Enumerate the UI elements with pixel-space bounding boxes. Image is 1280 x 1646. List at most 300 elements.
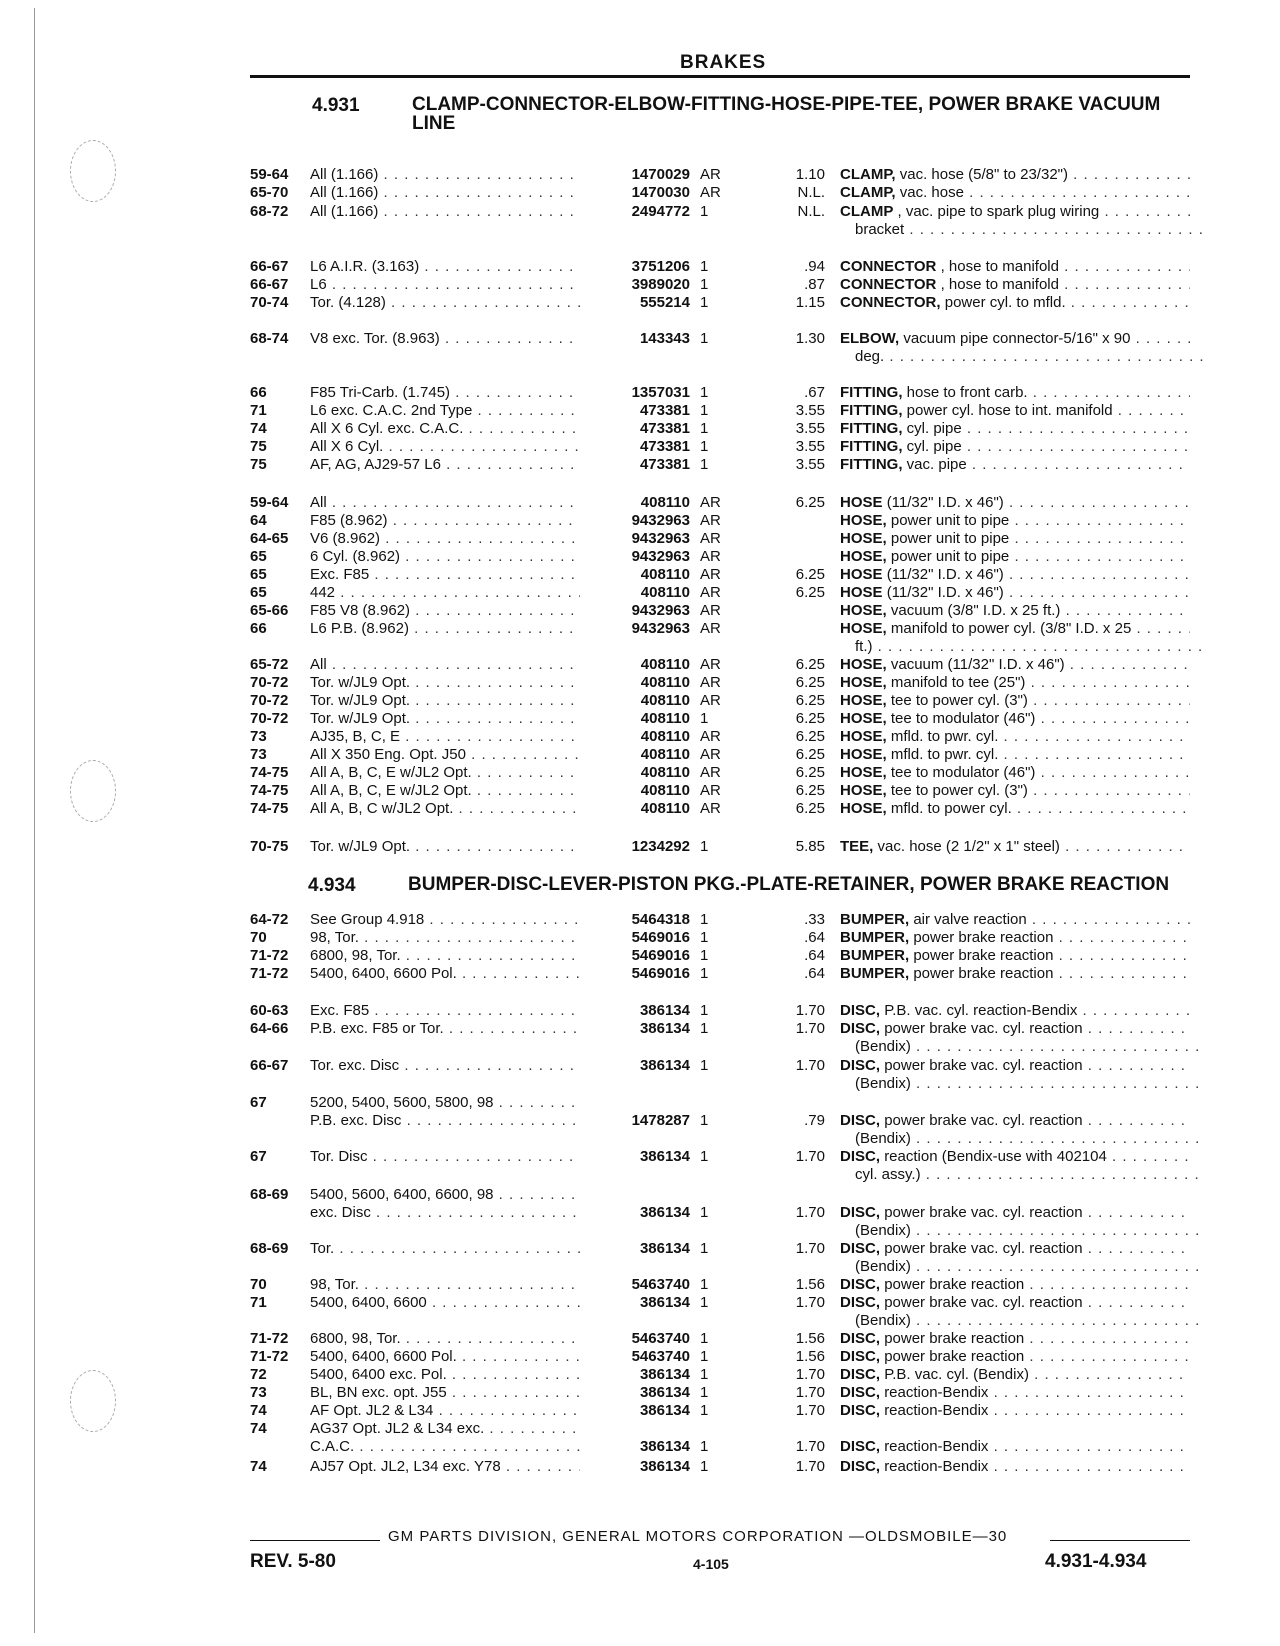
- part-name: HOSE: [840, 494, 883, 511]
- application: Tor. (4.128) . . .: [310, 294, 580, 312]
- part-detail: power brake reaction: [884, 1276, 1025, 1293]
- quantity: AR: [700, 512, 721, 529]
- part-name: DISC,: [840, 1112, 881, 1129]
- part-description: [840, 1057, 1190, 1075]
- part-description: [840, 1366, 1190, 1384]
- price: 1.70: [795, 1204, 825, 1221]
- model-years: 74: [250, 1402, 267, 1419]
- quantity: 1: [700, 1204, 709, 1221]
- application: All A, B, C, E w/JL2 Opt. . . .: [310, 764, 580, 782]
- application: F85 V8 (8.962) . . .: [310, 602, 580, 620]
- footer-publisher: GM PARTS DIVISION, GENERAL MOTORS CORPORATION —OLDSMOBILE—30: [388, 1528, 1008, 1545]
- quantity: 1: [700, 1438, 709, 1455]
- model-years: 65-72: [250, 656, 289, 673]
- part-name: HOSE,: [840, 692, 887, 709]
- part-number: 386134: [639, 1458, 690, 1475]
- group-title: BUMPER-DISC-LEVER-PISTON PKG.-PLATE-RETAINER, POWER BRAKE REACTION: [408, 874, 1170, 895]
- quantity: 1: [700, 276, 709, 293]
- part-detail: (Bendix): [855, 1130, 911, 1147]
- part-description: [840, 1112, 1190, 1130]
- part-detail: power brake vac. cyl. reaction: [884, 1240, 1083, 1257]
- part-number: 386134: [639, 1148, 690, 1165]
- quantity: AR: [700, 494, 721, 511]
- model-years: 65: [250, 584, 267, 601]
- part-name: DISC,: [840, 1348, 881, 1365]
- model-years: 65: [250, 548, 267, 565]
- part-name: FITTING,: [840, 420, 903, 437]
- model-years: 66-67: [250, 276, 289, 293]
- price: 1.70: [795, 1438, 825, 1455]
- quantity: 1: [700, 1148, 709, 1165]
- part-name: TEE,: [840, 838, 874, 855]
- group-number: 4.931: [312, 95, 360, 116]
- quantity: 1: [700, 438, 709, 455]
- price: 1.70: [795, 1294, 825, 1311]
- part-detail: (Bendix): [855, 1312, 911, 1329]
- part-number: 1234292: [631, 838, 690, 855]
- price: 1.70: [795, 1148, 825, 1165]
- footer-rule: [250, 1540, 380, 1541]
- part-detail: deg.: [855, 348, 885, 365]
- price: 1.10: [795, 166, 825, 183]
- part-name: DISC,: [840, 1438, 881, 1455]
- part-number: 408110: [640, 674, 690, 691]
- model-years: 71: [250, 402, 267, 419]
- part-number: 386134: [639, 1057, 690, 1074]
- application: 5400, 6400, 6600 . . .: [310, 1294, 580, 1312]
- model-years: 70: [250, 1276, 267, 1293]
- quantity: 1: [700, 965, 709, 982]
- part-name: DISC,: [840, 1402, 881, 1419]
- part-description: [840, 384, 1190, 402]
- part-name: HOSE,: [840, 530, 887, 547]
- quantity: 1: [700, 1294, 709, 1311]
- application: 5400, 6400, 6600 Pol. . . .: [310, 1348, 580, 1366]
- part-detail: P.B. vac. cyl. (Bendix): [884, 1366, 1029, 1383]
- part-name: HOSE,: [840, 602, 887, 619]
- application: L6 A.I.R. (3.163) . . .: [310, 258, 580, 276]
- part-description: [855, 638, 1205, 656]
- part-detail: power brake reaction: [913, 929, 1054, 946]
- price: 1.70: [795, 1240, 825, 1257]
- quantity: AR: [700, 184, 721, 201]
- part-name: HOSE,: [840, 548, 887, 565]
- application: 5200, 5400, 5600, 5800, 98 . . .: [310, 1094, 580, 1112]
- application: Tor. exc. Disc . . .: [310, 1057, 580, 1075]
- price: 3.55: [795, 402, 825, 419]
- application: Tor. . . .: [310, 1240, 580, 1258]
- part-name: BUMPER,: [840, 911, 910, 928]
- price: .64: [804, 929, 825, 946]
- application: Exc. F85 . . .: [310, 1002, 580, 1020]
- part-detail: power brake vac. cyl. reaction: [884, 1020, 1083, 1037]
- part-number: 9432963: [631, 548, 690, 565]
- part-name: CONNECTOR,: [840, 294, 941, 311]
- application: See Group 4.918 . . .: [310, 911, 580, 929]
- model-years: 64-66: [250, 1020, 289, 1037]
- part-name: FITTING,: [840, 456, 903, 473]
- part-description: [855, 1130, 1205, 1148]
- price: .87: [804, 276, 825, 293]
- quantity: AR: [700, 602, 721, 619]
- part-description: [840, 674, 1190, 692]
- part-number: 408110: [640, 656, 690, 673]
- model-years: 73: [250, 1384, 267, 1401]
- part-detail: (Bendix): [855, 1222, 911, 1239]
- part-description: [855, 1222, 1205, 1240]
- part-number: 1478287: [631, 1112, 690, 1129]
- part-description: [840, 494, 1190, 512]
- model-years: 66-67: [250, 1057, 289, 1074]
- part-number: 386134: [639, 1384, 690, 1401]
- part-description: [840, 1348, 1190, 1366]
- model-years: 66-67: [250, 258, 289, 275]
- model-years: 70-72: [250, 692, 289, 709]
- part-detail: tee to power cyl. (3"): [890, 692, 1028, 709]
- part-number: 1357031: [631, 384, 690, 401]
- model-years: 71-72: [250, 947, 289, 964]
- part-description: [840, 1002, 1190, 1020]
- part-description: [840, 764, 1190, 782]
- model-years: 67: [250, 1094, 267, 1111]
- model-years: 60-63: [250, 1002, 289, 1019]
- model-years: 71: [250, 1294, 267, 1311]
- part-detail: vac. hose: [899, 184, 964, 201]
- part-number: 5469016: [631, 929, 690, 946]
- part-description: [840, 1458, 1190, 1476]
- part-detail: , hose to manifold: [940, 258, 1059, 275]
- part-detail: vacuum (11/32" I.D. x 46"): [890, 656, 1065, 673]
- part-description: [840, 1148, 1190, 1166]
- part-name: CLAMP: [840, 203, 894, 220]
- part-description: [840, 620, 1190, 638]
- part-description: [840, 512, 1190, 530]
- left-margin-rule: [34, 8, 35, 1633]
- part-description: [840, 1276, 1190, 1294]
- application: All (1.166) . . .: [310, 184, 580, 202]
- application: P.B. exc. Disc . . .: [310, 1112, 580, 1130]
- quantity: 1: [700, 1020, 709, 1037]
- part-description: [840, 294, 1190, 312]
- price: 6.25: [795, 728, 825, 745]
- part-description: [840, 166, 1190, 184]
- price: 1.56: [795, 1348, 825, 1365]
- model-years: 70-75: [250, 838, 289, 855]
- part-detail: tee to modulator (46"): [890, 764, 1036, 781]
- part-detail: power cyl. to mfld.: [944, 294, 1066, 311]
- part-name: DISC,: [840, 1002, 881, 1019]
- price: .64: [804, 965, 825, 982]
- price: 1.70: [795, 1366, 825, 1383]
- part-detail: (11/32" I.D. x 46"): [886, 566, 1004, 583]
- part-name: DISC,: [840, 1294, 881, 1311]
- quantity: AR: [700, 764, 721, 781]
- application: P.B. exc. F85 or Tor. . . .: [310, 1020, 580, 1038]
- group-number: 4.934: [308, 875, 356, 896]
- quantity: 1: [700, 1002, 709, 1019]
- model-years: 70-74: [250, 294, 289, 311]
- part-number: 386134: [639, 1402, 690, 1419]
- model-years: 73: [250, 746, 267, 763]
- model-years: 67: [250, 1148, 267, 1165]
- part-description: [855, 1312, 1205, 1330]
- part-description: [840, 548, 1190, 566]
- model-years: 71-72: [250, 1348, 289, 1365]
- part-detail: (Bendix): [855, 1075, 911, 1092]
- part-detail: (Bendix): [855, 1038, 911, 1055]
- part-name: DISC,: [840, 1240, 881, 1257]
- quantity: 1: [700, 838, 709, 855]
- part-detail: reaction-Bendix: [884, 1438, 989, 1455]
- part-detail: , hose to manifold: [940, 276, 1059, 293]
- application: All A, B, C, E w/JL2 Opt. . . .: [310, 782, 580, 800]
- page-number: 4-105: [693, 1556, 729, 1572]
- application: All (1.166) . . .: [310, 166, 580, 184]
- part-number: 2494772: [631, 203, 690, 220]
- quantity: 1: [700, 456, 709, 473]
- quantity: 1: [700, 402, 709, 419]
- quantity: AR: [700, 548, 721, 565]
- part-name: ELBOW,: [840, 330, 900, 347]
- price: 5.85: [795, 838, 825, 855]
- part-description: [840, 800, 1190, 818]
- part-description: [840, 1240, 1190, 1258]
- part-number: 9432963: [631, 512, 690, 529]
- application: All X 6 Cyl. exc. C.A.C. . . .: [310, 420, 580, 438]
- hole-punch-mark: [70, 140, 116, 202]
- application: F85 Tri-Carb. (1.745) . . .: [310, 384, 580, 402]
- application: AJ35, B, C, E . . .: [310, 728, 580, 746]
- quantity: 1: [700, 420, 709, 437]
- revision-label: REV. 5-80: [250, 1551, 336, 1572]
- group-title: CLAMP-CONNECTOR-ELBOW-FITTING-HOSE-PIPE-TEE, POWER BRAKE VACUUM LINE: [412, 94, 1161, 134]
- quantity: 1: [700, 1057, 709, 1074]
- application: All . . .: [310, 656, 580, 674]
- application: AG37 Opt. JL2 & L34 exc. . . .: [310, 1420, 580, 1438]
- price: 6.25: [795, 710, 825, 727]
- model-years: 71-72: [250, 1330, 289, 1347]
- part-number: 143343: [639, 330, 690, 347]
- part-detail: tee to modulator (46"): [890, 710, 1036, 727]
- part-name: DISC,: [840, 1020, 881, 1037]
- part-description: [840, 566, 1190, 584]
- quantity: AR: [700, 746, 721, 763]
- price: 1.15: [795, 294, 825, 311]
- application: All X 350 Eng. Opt. J50 . . .: [310, 746, 580, 764]
- part-name: HOSE,: [840, 728, 887, 745]
- part-detail: (11/32" I.D. x 46"): [886, 494, 1004, 511]
- model-years: 72: [250, 1366, 267, 1383]
- part-number: 408110: [640, 728, 690, 745]
- part-detail: tee to power cyl. (3"): [890, 782, 1028, 799]
- application: L6 exc. C.A.C. 2nd Type . . .: [310, 402, 580, 420]
- part-detail: P.B. vac. cyl. reaction-Bendix: [884, 1002, 1078, 1019]
- model-years: 64-65: [250, 530, 289, 547]
- hole-punch-mark: [70, 1370, 116, 1432]
- price: 6.25: [795, 800, 825, 817]
- part-description: [840, 276, 1190, 294]
- part-detail: power brake vac. cyl. reaction: [884, 1294, 1083, 1311]
- part-description: [840, 602, 1190, 620]
- part-description: [840, 728, 1190, 746]
- model-years: 59-64: [250, 166, 289, 183]
- part-detail: , vac. pipe to spark plug wiring: [897, 203, 1100, 220]
- part-number: 386134: [639, 1020, 690, 1037]
- part-number: 386134: [639, 1366, 690, 1383]
- price: 1.56: [795, 1330, 825, 1347]
- section-rule: [250, 75, 1190, 78]
- part-detail: vac. pipe: [906, 456, 967, 473]
- part-number: 9432963: [631, 530, 690, 547]
- price: N.L.: [797, 203, 825, 220]
- part-number: 555214: [639, 294, 690, 311]
- model-years: 70: [250, 929, 267, 946]
- quantity: 1: [700, 258, 709, 275]
- part-number: 386134: [639, 1002, 690, 1019]
- price: 3.55: [795, 456, 825, 473]
- quantity: 1: [700, 294, 709, 311]
- part-number: 386134: [639, 1294, 690, 1311]
- quantity: AR: [700, 584, 721, 601]
- quantity: AR: [700, 674, 721, 691]
- price: 1.70: [795, 1057, 825, 1074]
- part-description: [840, 1020, 1190, 1038]
- part-description: [855, 221, 1205, 239]
- quantity: 1: [700, 1330, 709, 1347]
- part-description: [855, 1166, 1205, 1184]
- part-name: BUMPER,: [840, 929, 910, 946]
- price: 6.25: [795, 782, 825, 799]
- application: AJ57 Opt. JL2, L34 exc. Y78 . . .: [310, 1458, 580, 1476]
- price: 6.25: [795, 566, 825, 583]
- part-number: 5464318: [631, 911, 690, 928]
- model-years: 68-74: [250, 330, 289, 347]
- part-description: [840, 1384, 1190, 1402]
- part-description: [840, 184, 1190, 202]
- part-number: 408110: [640, 746, 690, 763]
- quantity: AR: [700, 782, 721, 799]
- part-name: BUMPER,: [840, 947, 910, 964]
- part-detail: vacuum pipe connector-5/16" x 90: [903, 330, 1131, 347]
- part-detail: cyl. pipe: [906, 438, 962, 455]
- model-years: 70-72: [250, 710, 289, 727]
- part-detail: mfld. to power cyl.: [890, 800, 1012, 817]
- model-years: 66: [250, 620, 267, 637]
- application: AF Opt. JL2 & L34 . . .: [310, 1402, 580, 1420]
- part-detail: mfld. to pwr. cyl.: [890, 746, 999, 763]
- part-number: 473381: [639, 402, 690, 419]
- part-number: 408110: [640, 764, 690, 781]
- part-number: 5469016: [631, 947, 690, 964]
- part-detail: reaction-Bendix: [884, 1384, 989, 1401]
- part-description: [840, 456, 1190, 474]
- part-name: HOSE,: [840, 764, 887, 781]
- part-name: HOSE,: [840, 746, 887, 763]
- price: 6.25: [795, 764, 825, 781]
- application: V6 (8.962) . . .: [310, 530, 580, 548]
- part-description: [840, 656, 1190, 674]
- group-range: 4.931-4.934: [1045, 1551, 1147, 1572]
- part-number: 5469016: [631, 965, 690, 982]
- part-description: [840, 530, 1190, 548]
- price: .33: [804, 911, 825, 928]
- part-number: 473381: [639, 438, 690, 455]
- part-detail: power unit to pipe: [890, 512, 1010, 529]
- quantity: 1: [700, 1276, 709, 1293]
- part-detail: (Bendix): [855, 1258, 911, 1275]
- part-number: 9432963: [631, 602, 690, 619]
- quantity: 1: [700, 330, 709, 347]
- part-number: 5463740: [631, 1330, 690, 1347]
- part-description: [840, 929, 1190, 947]
- part-description: [840, 438, 1190, 456]
- quantity: 1: [700, 1348, 709, 1365]
- model-years: 73: [250, 728, 267, 745]
- application: 5400, 6400 exc. Pol. . . .: [310, 1366, 580, 1384]
- part-detail: cyl. assy.): [855, 1166, 921, 1183]
- part-description: [840, 420, 1190, 438]
- model-years: 65-66: [250, 602, 289, 619]
- part-detail: power brake reaction: [884, 1330, 1025, 1347]
- price: N.L.: [797, 184, 825, 201]
- quantity: 1: [700, 947, 709, 964]
- price: .94: [804, 258, 825, 275]
- part-detail: power cyl. hose to int. manifold: [906, 402, 1113, 419]
- part-description: [840, 330, 1190, 348]
- part-name: DISC,: [840, 1057, 881, 1074]
- part-detail: bracket: [855, 221, 905, 238]
- part-name: HOSE,: [840, 800, 887, 817]
- quantity: 1: [700, 1384, 709, 1401]
- application: Tor. w/JL9 Opt. . . .: [310, 674, 580, 692]
- part-description: [840, 1402, 1190, 1420]
- application: Tor. Disc . . .: [310, 1148, 580, 1166]
- part-name: CLAMP,: [840, 184, 896, 201]
- part-description: [840, 1438, 1190, 1456]
- section-title: BRAKES: [680, 52, 767, 73]
- model-years: 74-75: [250, 800, 289, 817]
- part-name: DISC,: [840, 1204, 881, 1221]
- model-years: 68-69: [250, 1240, 289, 1257]
- application: 6800, 98, Tor. . . .: [310, 947, 580, 965]
- part-detail: vac. hose (5/8" to 23/32"): [899, 166, 1068, 183]
- part-description: [840, 402, 1190, 420]
- part-detail: mfld. to pwr. cyl.: [890, 728, 999, 745]
- part-detail: reaction-Bendix: [884, 1402, 989, 1419]
- part-name: HOSE,: [840, 620, 887, 637]
- part-name: DISC,: [840, 1366, 881, 1383]
- application: V8 exc. Tor. (8.963) . . .: [310, 330, 580, 348]
- quantity: 1: [700, 1112, 709, 1129]
- application: 98, Tor. . . .: [310, 929, 580, 947]
- part-number: 408110: [640, 710, 690, 727]
- part-description: [840, 1330, 1190, 1348]
- model-years: 75: [250, 438, 267, 455]
- model-years: 74: [250, 1458, 267, 1475]
- model-years: 71-72: [250, 965, 289, 982]
- model-years: 68-69: [250, 1186, 289, 1203]
- price: 6.25: [795, 584, 825, 601]
- part-number: 408110: [640, 692, 690, 709]
- part-number: 386134: [639, 1204, 690, 1221]
- part-description: [840, 1204, 1190, 1222]
- model-years: 74: [250, 1420, 267, 1437]
- part-number: 9432963: [631, 620, 690, 637]
- quantity: AR: [700, 692, 721, 709]
- footer-rule: [1050, 1540, 1190, 1541]
- quantity: 1: [700, 384, 709, 401]
- part-name: FITTING,: [840, 384, 903, 401]
